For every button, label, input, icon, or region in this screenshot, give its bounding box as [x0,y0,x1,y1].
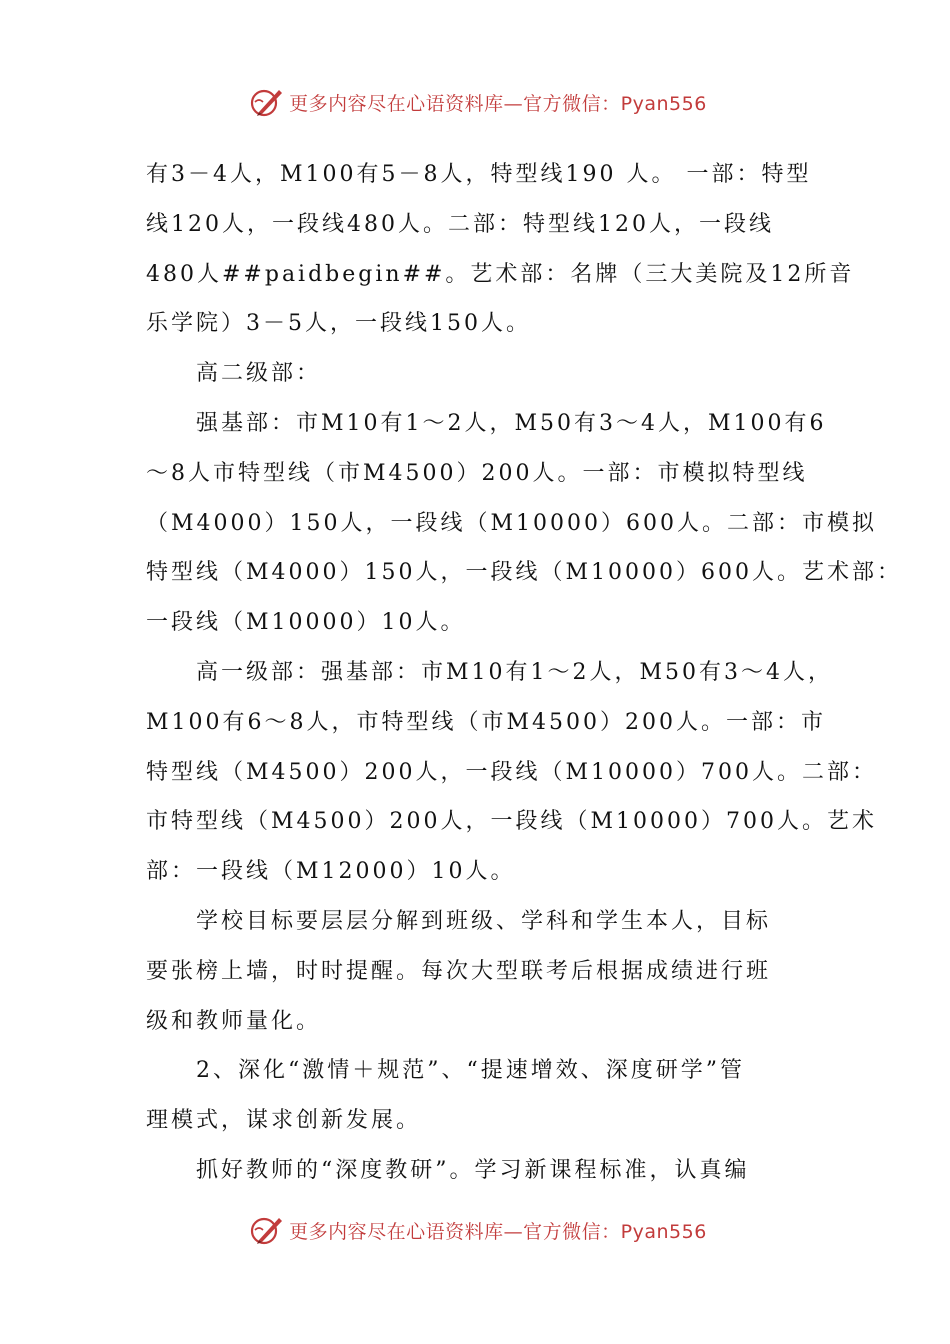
text-line: 有3－4人，M100有5－8人，特型线190 人。 一部：特型 [146,162,812,187]
text-line: 理模式，谋求创新发展。 [146,1108,422,1134]
footer-banner [0,1208,950,1252]
banner-inner [249,84,707,120]
text-line: M100有6～8人，市特型线（市M4500）200人。一部：市 [146,709,827,735]
header-banner [0,80,950,124]
pen-logo-icon [249,1212,285,1248]
document-body [146,150,903,1196]
text-line: 线120人，一段线480人。二部：特型线120人，一段线 [146,211,774,237]
text-line: 要张榜上墙，时时提醒。每次大型联考后根据成绩进行班 [146,958,772,984]
text-line: 一段线（M10000）10人。 [146,610,466,636]
text-line: ～8人市特型线（市M4500）200人。一部：市模拟特型线 [146,460,808,486]
section-heading: 高二级部： [196,361,322,387]
text-line: 强基部：市M10有1～2人，M50有3～4人，M100有6 [196,410,827,436]
banner-text: 更多内容尽在心语资料库—官方微信：Pyan556 [289,92,707,115]
text-line: 乐学院）3－5人，一段线150人。 [146,311,531,337]
banner-text: 更多内容尽在心语资料库—官方微信：Pyan556 [289,1220,707,1243]
wechat-handle: Pyan556 [620,1220,707,1243]
text-line: （M4000）150人，一段线（M10000）600人。二部：市模拟 [146,510,878,536]
text-line: 市特型线（M4500）200人，一段线（M10000）700人。艺术 [146,809,878,835]
text-line: 高一级部：强基部：市M10有1～2人，M50有3～4人， [196,659,834,685]
text-line: 特型线（M4000）150人，一段线（M10000）600人。艺术部： [146,560,903,586]
text-line: 级和教师量化。 [146,1008,322,1034]
text-line: 2、深化“激情＋规范”、“提速增效、深度研学”管 [196,1058,745,1084]
text-line: 学校目标要层层分解到班级、学科和学生本人，目标 [196,908,772,934]
text-line: 部：一段线（M12000）10人。 [146,859,516,885]
text-line: 480人##paidbegin##。艺术部：名牌（三大美院及12所音 [146,261,855,287]
text-line: 抓好教师的“深度教研”。学习新课程标准，认真编 [196,1157,750,1183]
banner-inner [249,1212,707,1248]
wechat-handle: Pyan556 [620,92,707,115]
pen-logo-icon [249,84,285,120]
text-line: 特型线（M4500）200人，一段线（M10000）700人。二部： [146,759,878,785]
